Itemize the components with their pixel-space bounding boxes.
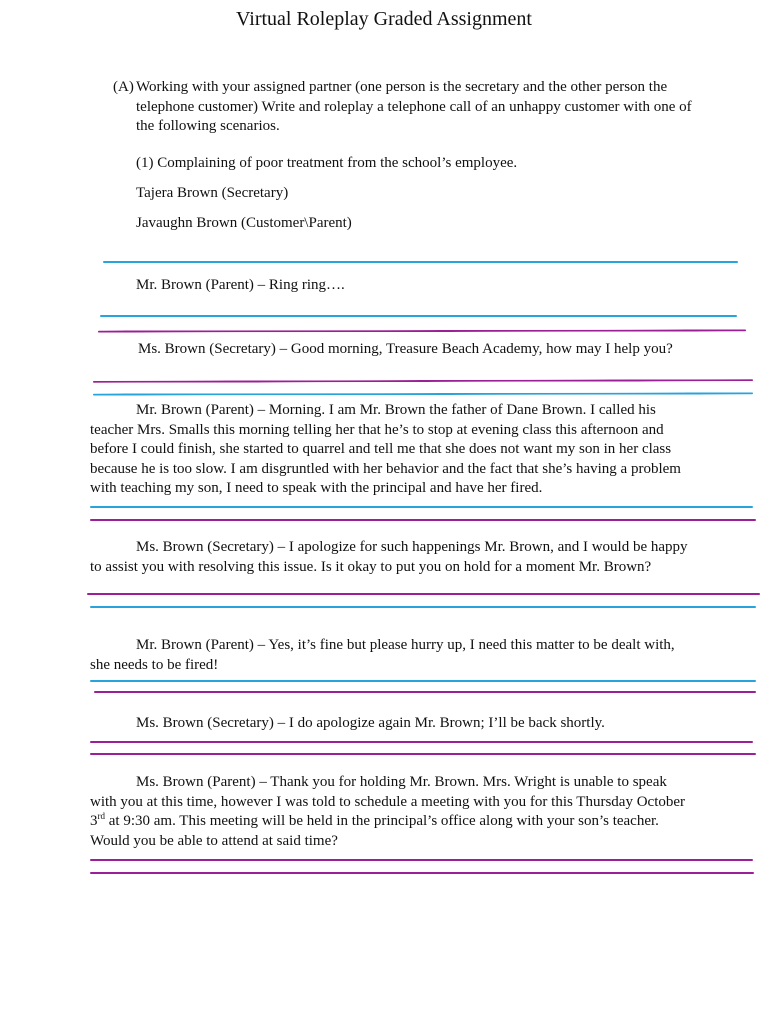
divider-line <box>90 606 756 608</box>
divider-line <box>100 315 737 317</box>
role-secretary: Tajera Brown (Secretary) <box>136 185 289 201</box>
dialogue-line: Ms. Brown (Secretary) – I apologize for such happenings Mr. Brown, and I would be happy to assist you with resolving this issue. Is it okay to put you on hold for a moment Mr. Brown? <box>90 539 688 575</box>
divider-line <box>90 859 753 861</box>
divider-line <box>90 741 753 743</box>
divider-line <box>94 691 756 693</box>
dialogue-line: Mr. Brown (Parent) – Ring ring…. <box>136 277 345 293</box>
scenario-item: (1) Complaining of poor treatment from the school’s employee. <box>136 155 518 171</box>
document-title: Virtual Roleplay Graded Assignment <box>236 8 532 30</box>
dialogue-line: Ms. Brown (Secretary) – I do apologize again Mr. Brown; I’ll be back shortly. <box>136 715 605 731</box>
divider-line <box>90 506 753 508</box>
divider-line <box>98 329 746 332</box>
divider-line <box>90 753 756 755</box>
final-line-text: Ms. Brown (Parent) – Thank you for holding Mr. Brown. Mrs. Wright is unable to speak with you at this time, however I was told to schedule a meeting with you for this Thursday October 3 <box>90 774 686 829</box>
dialogue-line: Mr. Brown (Parent) – Morning. I am Mr. Brown the father of Dane Brown. I called his teacher Mrs. Smalls this morning telling her that he’s to stop at evening class this afternoon and before I could finish, she started to quarrel and tell me that she does not want my son in her class because he is too slow. I am disgruntled with her behavior and the fact that she’s having a problem with teaching my son, I need to speak with the principal and have her fired. <box>90 402 681 496</box>
divider-line <box>90 519 756 521</box>
dialogue-line: Mr. Brown (Parent) – Yes, it’s fine but please hurry up, I need this matter to be dealt with, she needs to be fired! <box>90 637 675 673</box>
dialogue-line: Ms. Brown (Secretary) – Good morning, Treasure Beach Academy, how may I help you? <box>138 341 673 357</box>
role-customer: Javaughn Brown (Customer\Parent) <box>136 215 352 231</box>
final-line-text-continued: at 9:30 am. This meeting will be held in the principal’s office along with your son’s teacher. Would you be able to attend at said time? <box>90 813 659 849</box>
divider-line <box>90 872 754 874</box>
section-instructions: Working with your assigned partner (one person is the secretary and the other person the telephone customer) Write and roleplay a telephone call of an unhappy customer with one of the following scenarios. <box>136 79 692 134</box>
divider-line <box>90 680 756 682</box>
divider-line <box>103 261 738 263</box>
divider-line <box>93 379 753 383</box>
divider-line <box>93 392 753 395</box>
section-label: (A) <box>113 79 134 95</box>
ordinal-suffix: rd <box>97 811 105 821</box>
divider-line <box>87 593 760 595</box>
dialogue-line-final <box>90 773 690 851</box>
